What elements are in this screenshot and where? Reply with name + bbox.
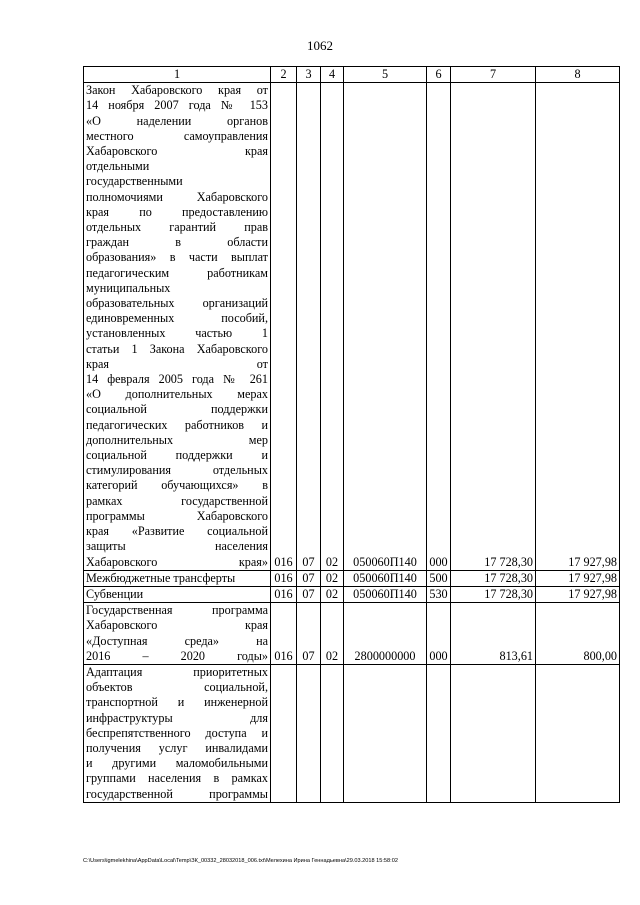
footer-file-path: C:\Users\igmelekhina\AppData\Local\Temp\ЗК_00332_28032018_006.txt\Мелехина Ирина Геннадьевна\29.03.2018 15:58:02: [83, 858, 398, 864]
cell-target-article: 050060П140: [344, 586, 427, 602]
cell-ministry-code: 016: [271, 83, 297, 571]
row-name-line: края «Развитие социальной: [86, 524, 268, 539]
row-name: [84, 586, 271, 602]
column-header: 7: [451, 67, 536, 83]
row-name-line: государственными: [86, 174, 183, 189]
cell-amount-year-2: [536, 664, 620, 802]
row-name-line: педагогических работников и: [86, 417, 268, 432]
cell-section-code: 07: [297, 83, 321, 571]
cell-amount-year-1: 17 728,30: [451, 83, 536, 571]
row-name-line: края от: [86, 356, 268, 371]
cell-subsection-code: 02: [321, 83, 344, 571]
cell-amount-year-2: 17 927,98: [536, 586, 620, 602]
row-name-line: Закон Хабаровского края от: [86, 83, 268, 98]
cell-amount-year-2: 800,00: [536, 603, 620, 665]
cell-section-code: 07: [297, 586, 321, 602]
row-name-line: стимулирования отдельных: [86, 463, 268, 478]
row-name-line: педагогическим работникам: [86, 265, 268, 280]
row-name-line: объектов социальной,: [86, 680, 268, 695]
cell-section-code: [297, 664, 321, 802]
row-name-line: социальной поддержки: [86, 402, 268, 417]
row-name-line: граждан в области: [86, 235, 268, 250]
row-name-line: получения услуг инвалидами: [86, 740, 268, 755]
row-name-line: установленных частью 1: [86, 326, 268, 341]
row-name-line: и другими маломобильными: [86, 756, 268, 771]
page-number: 1062: [307, 38, 333, 53]
row-name-line: рамках государственной: [86, 493, 268, 508]
row-name-line: Хабаровского края: [86, 144, 268, 159]
cell-target-article: 2800000000: [344, 603, 427, 665]
row-name-line: инфраструктуры для: [86, 710, 268, 725]
cell-ministry-code: 016: [271, 570, 297, 586]
column-header: 3: [297, 67, 321, 83]
cell-ministry-code: 016: [271, 603, 297, 665]
table-row: [84, 664, 620, 802]
row-name-line: образования» в части выплат: [86, 250, 268, 265]
row-name-line: Хабаровского края: [86, 618, 268, 633]
cell-amount-year-2: 17 927,98: [536, 570, 620, 586]
row-name-line: статьи 1 Закона Хабаровского: [86, 341, 268, 356]
cell-amount-year-1: 17 728,30: [451, 586, 536, 602]
cell-amount-year-2: 17 927,98: [536, 83, 620, 571]
cell-section-code: 07: [297, 570, 321, 586]
row-name-line: транспортной и инженерной: [86, 695, 268, 710]
row-name-line: дополнительных мер: [86, 432, 268, 447]
row-name-line: Межбюджетные трансферты: [86, 570, 236, 585]
table-row: [84, 603, 620, 665]
row-name-line: социальной поддержки и: [86, 448, 268, 463]
row-name-line: беспрепятственного доступа и: [86, 725, 268, 740]
row-name-line: Государственная программа: [86, 603, 268, 618]
column-header: 4: [321, 67, 344, 83]
cell-subsection-code: 02: [321, 570, 344, 586]
row-name-line: «О наделении органов: [86, 113, 268, 128]
cell-subsection-code: 02: [321, 586, 344, 602]
cell-target-article: 050060П140: [344, 570, 427, 586]
row-name-line: «Доступная среда» на: [86, 633, 268, 648]
cell-expense-type: 000: [427, 83, 451, 571]
column-header: 5: [344, 67, 427, 83]
row-name-line: Хабаровского края»: [86, 554, 268, 569]
column-header: 6: [427, 67, 451, 83]
cell-expense-type: 500: [427, 570, 451, 586]
row-name-line: программы Хабаровского: [86, 508, 268, 523]
cell-amount-year-1: 813,61: [451, 603, 536, 665]
row-name-line: государственной программы: [86, 786, 268, 801]
row-name-line: «О дополнительных мерах: [86, 387, 268, 402]
cell-ministry-code: [271, 664, 297, 802]
row-name-line: полномочиями Хабаровского: [86, 189, 268, 204]
row-name-line: защиты населения: [86, 539, 268, 554]
row-name-line: 14 февраля 2005 года № 261: [86, 372, 268, 387]
row-name: [84, 570, 271, 586]
cell-ministry-code: 016: [271, 586, 297, 602]
row-name-line: муниципальных: [86, 280, 171, 295]
row-name: [84, 664, 271, 802]
cell-expense-type: 530: [427, 586, 451, 602]
cell-expense-type: 000: [427, 603, 451, 665]
row-name-line: Адаптация приоритетных: [86, 664, 268, 679]
cell-amount-year-1: 17 728,30: [451, 570, 536, 586]
table-header-row: [84, 67, 620, 83]
row-name-line: группами населения в рамках: [86, 771, 268, 786]
cell-subsection-code: [321, 664, 344, 802]
column-header: 8: [536, 67, 620, 83]
cell-target-article: 050060П140: [344, 83, 427, 571]
row-name-line: Субвенции: [86, 586, 144, 601]
table-row: [84, 83, 620, 571]
row-name-line: образовательных организаций: [86, 296, 268, 311]
table-row: [84, 586, 620, 602]
row-name-line: категорий обучающихся» в: [86, 478, 268, 493]
row-name: [84, 603, 271, 665]
row-name: [84, 83, 271, 571]
cell-target-article: [344, 664, 427, 802]
row-name-line: 2016 – 2020 годы»: [86, 648, 268, 663]
row-name-line: отдельными: [86, 159, 150, 174]
cell-expense-type: [427, 664, 451, 802]
cell-subsection-code: 02: [321, 603, 344, 665]
row-name-line: 14 ноября 2007 года № 153: [86, 98, 268, 113]
column-header: 1: [84, 67, 271, 83]
budget-table: [83, 66, 620, 803]
table-row: [84, 570, 620, 586]
row-name-line: края по предоставлению: [86, 204, 268, 219]
cell-section-code: 07: [297, 603, 321, 665]
cell-amount-year-1: [451, 664, 536, 802]
row-name-line: отдельных гарантий прав: [86, 220, 268, 235]
column-header: 2: [271, 67, 297, 83]
row-name-line: местного самоуправления: [86, 128, 268, 143]
row-name-line: единовременных пособий,: [86, 311, 268, 326]
